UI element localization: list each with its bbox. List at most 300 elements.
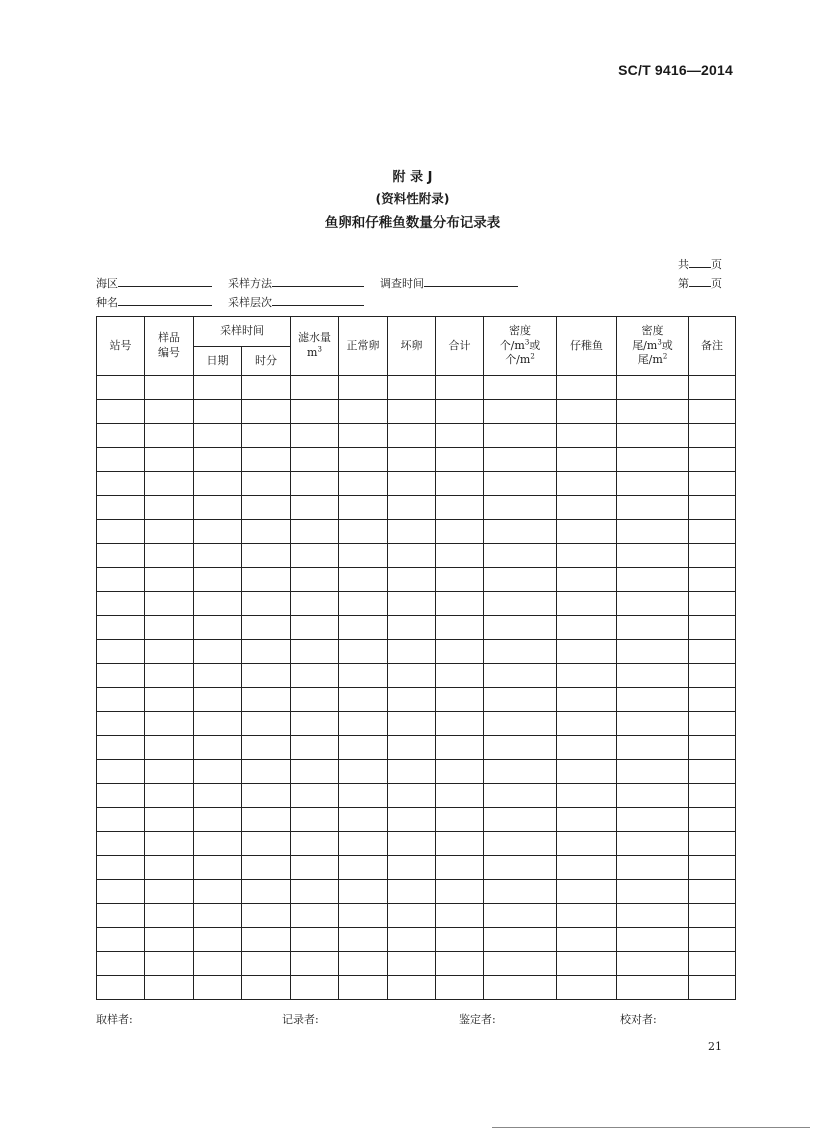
table-cell[interactable] xyxy=(557,832,617,856)
table-cell[interactable] xyxy=(97,472,145,496)
table-cell[interactable] xyxy=(291,448,339,472)
table-cell[interactable] xyxy=(145,664,194,688)
table-cell[interactable] xyxy=(388,688,436,712)
table-cell[interactable] xyxy=(242,904,291,928)
table-cell[interactable] xyxy=(617,592,689,616)
table-cell[interactable] xyxy=(194,736,242,760)
table-cell[interactable] xyxy=(436,472,484,496)
table-cell[interactable] xyxy=(194,760,242,784)
table-cell[interactable] xyxy=(388,520,436,544)
sampling-method-blank[interactable] xyxy=(272,276,364,287)
table-cell[interactable] xyxy=(484,880,557,904)
table-cell[interactable] xyxy=(97,688,145,712)
table-cell[interactable] xyxy=(617,736,689,760)
table-cell[interactable] xyxy=(388,496,436,520)
table-cell[interactable] xyxy=(388,976,436,1000)
table-cell[interactable] xyxy=(617,784,689,808)
table-cell[interactable] xyxy=(339,904,388,928)
table-cell[interactable] xyxy=(436,616,484,640)
table-cell[interactable] xyxy=(339,832,388,856)
table-cell[interactable] xyxy=(97,544,145,568)
table-cell[interactable] xyxy=(291,928,339,952)
page-current-field[interactable] xyxy=(678,275,722,291)
table-cell[interactable] xyxy=(388,856,436,880)
table-cell[interactable] xyxy=(388,952,436,976)
table-cell[interactable] xyxy=(484,544,557,568)
table-cell[interactable] xyxy=(557,568,617,592)
table-cell[interactable] xyxy=(194,808,242,832)
table-cell[interactable] xyxy=(617,616,689,640)
table-cell[interactable] xyxy=(617,880,689,904)
table-cell[interactable] xyxy=(97,712,145,736)
table-cell[interactable] xyxy=(436,952,484,976)
table-cell[interactable] xyxy=(689,472,736,496)
table-cell[interactable] xyxy=(145,520,194,544)
table-cell[interactable] xyxy=(436,520,484,544)
survey-time-blank[interactable] xyxy=(424,276,518,287)
table-cell[interactable] xyxy=(484,928,557,952)
table-cell[interactable] xyxy=(689,496,736,520)
table-cell[interactable] xyxy=(242,376,291,400)
table-cell[interactable] xyxy=(194,664,242,688)
table-cell[interactable] xyxy=(689,424,736,448)
table-cell[interactable] xyxy=(194,928,242,952)
table-cell[interactable] xyxy=(145,880,194,904)
table-cell[interactable] xyxy=(436,880,484,904)
table-cell[interactable] xyxy=(145,904,194,928)
table-cell[interactable] xyxy=(436,928,484,952)
table-cell[interactable] xyxy=(388,712,436,736)
table-cell[interactable] xyxy=(689,400,736,424)
table-cell[interactable] xyxy=(97,928,145,952)
table-cell[interactable] xyxy=(436,568,484,592)
table-cell[interactable] xyxy=(194,472,242,496)
table-cell[interactable] xyxy=(145,376,194,400)
table-cell[interactable] xyxy=(145,976,194,1000)
table-cell[interactable] xyxy=(194,640,242,664)
table-cell[interactable] xyxy=(242,592,291,616)
table-cell[interactable] xyxy=(388,880,436,904)
table-cell[interactable] xyxy=(97,856,145,880)
table-cell[interactable] xyxy=(557,784,617,808)
table-cell[interactable] xyxy=(145,544,194,568)
table-cell[interactable] xyxy=(617,568,689,592)
table-cell[interactable] xyxy=(194,520,242,544)
table-cell[interactable] xyxy=(97,880,145,904)
table-cell[interactable] xyxy=(689,544,736,568)
table-cell[interactable] xyxy=(242,400,291,424)
table-cell[interactable] xyxy=(617,496,689,520)
table-cell[interactable] xyxy=(291,376,339,400)
table-cell[interactable] xyxy=(388,832,436,856)
table-cell[interactable] xyxy=(484,784,557,808)
table-cell[interactable] xyxy=(339,520,388,544)
table-cell[interactable] xyxy=(388,448,436,472)
table-cell[interactable] xyxy=(97,424,145,448)
table-cell[interactable] xyxy=(484,496,557,520)
table-cell[interactable] xyxy=(194,688,242,712)
table-cell[interactable] xyxy=(97,904,145,928)
table-cell[interactable] xyxy=(145,736,194,760)
table-cell[interactable] xyxy=(617,856,689,880)
table-cell[interactable] xyxy=(484,424,557,448)
table-cell[interactable] xyxy=(388,664,436,688)
table-cell[interactable] xyxy=(97,568,145,592)
table-cell[interactable] xyxy=(194,616,242,640)
table-cell[interactable] xyxy=(557,880,617,904)
table-cell[interactable] xyxy=(617,376,689,400)
table-cell[interactable] xyxy=(484,448,557,472)
page-total-blank[interactable] xyxy=(689,257,711,268)
table-cell[interactable] xyxy=(339,472,388,496)
table-cell[interactable] xyxy=(242,472,291,496)
table-cell[interactable] xyxy=(242,448,291,472)
table-cell[interactable] xyxy=(617,520,689,544)
table-cell[interactable] xyxy=(388,568,436,592)
table-cell[interactable] xyxy=(339,592,388,616)
table-cell[interactable] xyxy=(388,760,436,784)
table-cell[interactable] xyxy=(339,544,388,568)
table-cell[interactable] xyxy=(557,424,617,448)
table-cell[interactable] xyxy=(484,736,557,760)
table-cell[interactable] xyxy=(242,856,291,880)
table-cell[interactable] xyxy=(388,640,436,664)
table-cell[interactable] xyxy=(145,952,194,976)
sea-area-blank[interactable] xyxy=(118,276,212,287)
table-cell[interactable] xyxy=(339,568,388,592)
table-cell[interactable] xyxy=(484,376,557,400)
table-cell[interactable] xyxy=(145,640,194,664)
table-cell[interactable] xyxy=(557,544,617,568)
table-cell[interactable] xyxy=(242,976,291,1000)
table-cell[interactable] xyxy=(689,664,736,688)
table-cell[interactable] xyxy=(145,400,194,424)
table-cell[interactable] xyxy=(242,568,291,592)
table-cell[interactable] xyxy=(339,760,388,784)
table-cell[interactable] xyxy=(617,640,689,664)
table-cell[interactable] xyxy=(689,904,736,928)
table-cell[interactable] xyxy=(145,568,194,592)
table-cell[interactable] xyxy=(436,712,484,736)
table-cell[interactable] xyxy=(557,376,617,400)
table-cell[interactable] xyxy=(388,616,436,640)
table-cell[interactable] xyxy=(557,520,617,544)
table-cell[interactable] xyxy=(484,520,557,544)
table-cell[interactable] xyxy=(339,640,388,664)
table-cell[interactable] xyxy=(388,736,436,760)
table-cell[interactable] xyxy=(617,688,689,712)
table-cell[interactable] xyxy=(291,400,339,424)
table-cell[interactable] xyxy=(339,880,388,904)
table-cell[interactable] xyxy=(97,400,145,424)
table-cell[interactable] xyxy=(689,736,736,760)
table-cell[interactable] xyxy=(388,424,436,448)
table-cell[interactable] xyxy=(291,664,339,688)
table-cell[interactable] xyxy=(617,928,689,952)
table-cell[interactable] xyxy=(145,832,194,856)
table-cell[interactable] xyxy=(557,496,617,520)
table-cell[interactable] xyxy=(689,952,736,976)
table-cell[interactable] xyxy=(242,928,291,952)
table-cell[interactable] xyxy=(436,592,484,616)
table-cell[interactable] xyxy=(194,712,242,736)
table-cell[interactable] xyxy=(436,808,484,832)
table-cell[interactable] xyxy=(689,448,736,472)
table-cell[interactable] xyxy=(291,712,339,736)
table-cell[interactable] xyxy=(617,760,689,784)
table-cell[interactable] xyxy=(339,688,388,712)
table-cell[interactable] xyxy=(291,784,339,808)
table-cell[interactable] xyxy=(617,976,689,1000)
table-cell[interactable] xyxy=(291,904,339,928)
table-cell[interactable] xyxy=(194,496,242,520)
table-cell[interactable] xyxy=(194,856,242,880)
table-cell[interactable] xyxy=(436,640,484,664)
table-cell[interactable] xyxy=(689,784,736,808)
page-total-field[interactable] xyxy=(678,256,722,272)
table-cell[interactable] xyxy=(145,496,194,520)
table-cell[interactable] xyxy=(436,400,484,424)
table-cell[interactable] xyxy=(242,688,291,712)
table-cell[interactable] xyxy=(145,688,194,712)
table-cell[interactable] xyxy=(145,808,194,832)
table-cell[interactable] xyxy=(388,928,436,952)
table-cell[interactable] xyxy=(617,832,689,856)
table-cell[interactable] xyxy=(145,616,194,640)
table-cell[interactable] xyxy=(242,952,291,976)
table-cell[interactable] xyxy=(689,832,736,856)
table-cell[interactable] xyxy=(617,424,689,448)
table-cell[interactable] xyxy=(339,496,388,520)
table-cell[interactable] xyxy=(484,688,557,712)
table-cell[interactable] xyxy=(388,400,436,424)
table-cell[interactable] xyxy=(617,472,689,496)
table-cell[interactable] xyxy=(97,832,145,856)
table-cell[interactable] xyxy=(97,664,145,688)
table-cell[interactable] xyxy=(436,856,484,880)
table-cell[interactable] xyxy=(436,976,484,1000)
table-cell[interactable] xyxy=(97,976,145,1000)
table-cell[interactable] xyxy=(339,424,388,448)
table-cell[interactable] xyxy=(689,592,736,616)
table-cell[interactable] xyxy=(557,760,617,784)
table-cell[interactable] xyxy=(339,976,388,1000)
table-cell[interactable] xyxy=(194,424,242,448)
table-cell[interactable] xyxy=(484,904,557,928)
table-cell[interactable] xyxy=(339,664,388,688)
table-cell[interactable] xyxy=(557,448,617,472)
table-cell[interactable] xyxy=(557,400,617,424)
table-cell[interactable] xyxy=(242,616,291,640)
table-cell[interactable] xyxy=(484,472,557,496)
table-cell[interactable] xyxy=(689,880,736,904)
table-cell[interactable] xyxy=(97,496,145,520)
table-cell[interactable] xyxy=(689,568,736,592)
table-cell[interactable] xyxy=(339,448,388,472)
species-blank[interactable] xyxy=(118,295,212,306)
table-cell[interactable] xyxy=(484,808,557,832)
table-cell[interactable] xyxy=(291,616,339,640)
table-cell[interactable] xyxy=(242,520,291,544)
table-cell[interactable] xyxy=(97,736,145,760)
table-cell[interactable] xyxy=(484,952,557,976)
table-cell[interactable] xyxy=(484,976,557,1000)
table-cell[interactable] xyxy=(436,664,484,688)
table-cell[interactable] xyxy=(436,760,484,784)
table-cell[interactable] xyxy=(242,784,291,808)
table-cell[interactable] xyxy=(339,712,388,736)
table-cell[interactable] xyxy=(194,376,242,400)
table-cell[interactable] xyxy=(194,568,242,592)
table-cell[interactable] xyxy=(689,616,736,640)
table-cell[interactable] xyxy=(194,880,242,904)
table-cell[interactable] xyxy=(617,808,689,832)
table-cell[interactable] xyxy=(145,472,194,496)
table-cell[interactable] xyxy=(291,496,339,520)
sampling-layer-blank[interactable] xyxy=(272,295,364,306)
table-cell[interactable] xyxy=(291,880,339,904)
table-cell[interactable] xyxy=(436,496,484,520)
table-cell[interactable] xyxy=(388,544,436,568)
table-cell[interactable] xyxy=(242,736,291,760)
table-cell[interactable] xyxy=(242,808,291,832)
table-cell[interactable] xyxy=(557,616,617,640)
table-cell[interactable] xyxy=(484,640,557,664)
table-cell[interactable] xyxy=(689,640,736,664)
table-cell[interactable] xyxy=(97,760,145,784)
table-cell[interactable] xyxy=(242,712,291,736)
page-current-blank[interactable] xyxy=(689,276,711,287)
table-cell[interactable] xyxy=(145,856,194,880)
table-cell[interactable] xyxy=(557,592,617,616)
table-cell[interactable] xyxy=(436,424,484,448)
table-cell[interactable] xyxy=(388,904,436,928)
table-cell[interactable] xyxy=(339,400,388,424)
table-cell[interactable] xyxy=(97,592,145,616)
table-cell[interactable] xyxy=(145,592,194,616)
table-cell[interactable] xyxy=(617,712,689,736)
table-cell[interactable] xyxy=(291,688,339,712)
table-cell[interactable] xyxy=(339,856,388,880)
table-cell[interactable] xyxy=(97,640,145,664)
table-cell[interactable] xyxy=(291,808,339,832)
table-cell[interactable] xyxy=(484,400,557,424)
table-cell[interactable] xyxy=(436,448,484,472)
table-cell[interactable] xyxy=(291,640,339,664)
table-cell[interactable] xyxy=(97,376,145,400)
table-cell[interactable] xyxy=(689,976,736,1000)
table-cell[interactable] xyxy=(617,664,689,688)
table-cell[interactable] xyxy=(291,760,339,784)
table-cell[interactable] xyxy=(689,760,736,784)
table-cell[interactable] xyxy=(242,832,291,856)
table-cell[interactable] xyxy=(242,424,291,448)
table-cell[interactable] xyxy=(617,448,689,472)
table-cell[interactable] xyxy=(97,784,145,808)
table-cell[interactable] xyxy=(557,688,617,712)
table-cell[interactable] xyxy=(689,376,736,400)
table-cell[interactable] xyxy=(291,976,339,1000)
table-cell[interactable] xyxy=(97,808,145,832)
table-cell[interactable] xyxy=(388,376,436,400)
table-cell[interactable] xyxy=(557,808,617,832)
table-cell[interactable] xyxy=(339,784,388,808)
table-cell[interactable] xyxy=(242,544,291,568)
table-cell[interactable] xyxy=(484,712,557,736)
table-cell[interactable] xyxy=(194,544,242,568)
table-cell[interactable] xyxy=(689,808,736,832)
table-cell[interactable] xyxy=(291,472,339,496)
table-cell[interactable] xyxy=(689,928,736,952)
table-cell[interactable] xyxy=(194,592,242,616)
table-cell[interactable] xyxy=(617,904,689,928)
table-cell[interactable] xyxy=(194,976,242,1000)
table-cell[interactable] xyxy=(436,736,484,760)
table-cell[interactable] xyxy=(291,424,339,448)
table-cell[interactable] xyxy=(242,880,291,904)
table-cell[interactable] xyxy=(145,760,194,784)
table-cell[interactable] xyxy=(194,448,242,472)
table-cell[interactable] xyxy=(339,808,388,832)
table-cell[interactable] xyxy=(484,592,557,616)
table-cell[interactable] xyxy=(97,952,145,976)
table-cell[interactable] xyxy=(484,568,557,592)
table-cell[interactable] xyxy=(145,928,194,952)
table-cell[interactable] xyxy=(557,904,617,928)
table-cell[interactable] xyxy=(97,616,145,640)
table-cell[interactable] xyxy=(484,856,557,880)
table-cell[interactable] xyxy=(145,712,194,736)
table-cell[interactable] xyxy=(291,856,339,880)
table-cell[interactable] xyxy=(291,952,339,976)
table-cell[interactable] xyxy=(617,544,689,568)
table-cell[interactable] xyxy=(291,568,339,592)
table-cell[interactable] xyxy=(557,928,617,952)
table-cell[interactable] xyxy=(145,424,194,448)
table-cell[interactable] xyxy=(291,520,339,544)
table-cell[interactable] xyxy=(388,592,436,616)
table-cell[interactable] xyxy=(689,520,736,544)
table-cell[interactable] xyxy=(689,688,736,712)
table-cell[interactable] xyxy=(484,616,557,640)
table-cell[interactable] xyxy=(242,760,291,784)
table-cell[interactable] xyxy=(557,952,617,976)
table-cell[interactable] xyxy=(388,784,436,808)
table-cell[interactable] xyxy=(557,736,617,760)
table-cell[interactable] xyxy=(557,976,617,1000)
table-cell[interactable] xyxy=(484,664,557,688)
table-cell[interactable] xyxy=(689,712,736,736)
table-cell[interactable] xyxy=(689,856,736,880)
table-cell[interactable] xyxy=(617,400,689,424)
table-cell[interactable] xyxy=(291,592,339,616)
table-cell[interactable] xyxy=(291,544,339,568)
table-cell[interactable] xyxy=(388,472,436,496)
table-cell[interactable] xyxy=(388,808,436,832)
table-cell[interactable] xyxy=(194,952,242,976)
table-cell[interactable] xyxy=(436,376,484,400)
table-cell[interactable] xyxy=(194,784,242,808)
table-cell[interactable] xyxy=(436,688,484,712)
table-cell[interactable] xyxy=(436,904,484,928)
table-cell[interactable] xyxy=(339,616,388,640)
table-cell[interactable] xyxy=(145,448,194,472)
table-cell[interactable] xyxy=(145,784,194,808)
table-cell[interactable] xyxy=(436,544,484,568)
table-cell[interactable] xyxy=(242,496,291,520)
table-cell[interactable] xyxy=(242,664,291,688)
table-cell[interactable] xyxy=(617,952,689,976)
